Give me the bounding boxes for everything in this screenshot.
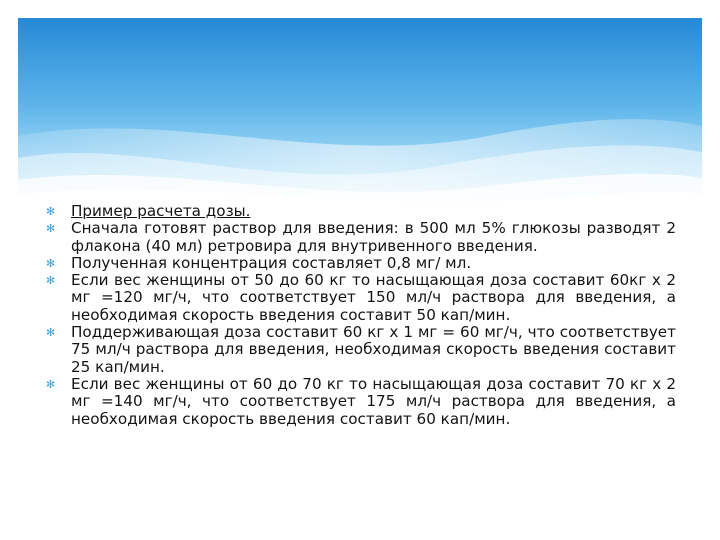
bullet-text: Полученная концентрация составляет 0,8 мг/ мл. [71, 253, 472, 272]
asterisk-bullet-icon: ✻ [46, 256, 56, 270]
asterisk-bullet-icon: ✻ [46, 377, 56, 391]
bullet-list [46, 203, 676, 428]
asterisk-bullet-icon: ✻ [46, 222, 56, 236]
list-item [46, 220, 676, 255]
bullet-text: Поддерживающая доза составит 60 кг х 1 мг = 60 мг/ч, что соответствует 75 мл/ч раствора для введения, необходимая скорость введения составит 25 кап/мин. [71, 323, 676, 376]
list-item [46, 272, 676, 324]
asterisk-bullet-icon: ✻ [46, 326, 56, 340]
content-area [46, 203, 676, 428]
bullet-text: Пример расчета дозы. [71, 202, 251, 220]
asterisk-bullet-icon: ✻ [46, 205, 56, 218]
list-item [46, 255, 676, 272]
bullet-text: Если вес женщины от 50 до 60 кг то насыщающая доза составит 60кг х 2 мг =120 мг/ч, что соответствует 150 мл/ч раствора для введения, а необходимая скорость введения составит 50 кап/мин. [71, 271, 676, 324]
bullet-text: Если вес женщины от 60 до 70 кг то насыщающая доза составит 70 кг х 2 мг =140 мг/ч, что соответствует 175 мл/ч раствора для введения, а необходимая скорость введения составит 60 кап/мин. [71, 374, 676, 428]
list-item [46, 376, 676, 428]
header-wave-banner [18, 18, 702, 208]
list-item [46, 324, 676, 376]
list-item [46, 203, 676, 220]
wave-decoration [18, 18, 702, 208]
bullet-text: Сначала готовят раствор для введения: в 500 мл 5% глюкозы разводят 2 флакона (40 мл) ретровира для внутривенного введения. [71, 219, 676, 255]
asterisk-bullet-icon: ✻ [46, 274, 56, 288]
